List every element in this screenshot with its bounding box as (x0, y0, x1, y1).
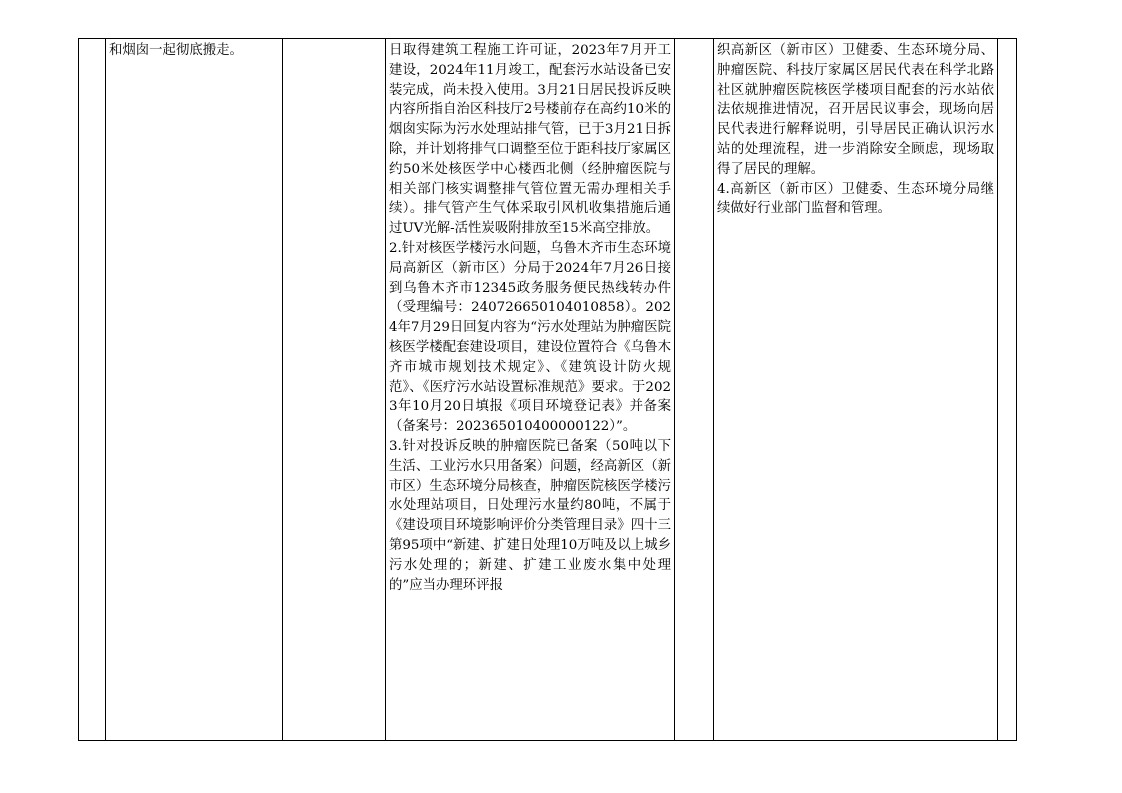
table-column-investigation (386, 39, 675, 740)
table-column-handling (714, 39, 998, 740)
investigation-paragraph-1: 日取得建筑工程施工许可证，2023年7月开工建设，2024年11月竣工，配套污水站设备已安装完成，尚未投入使用。3月21日居民投诉反映内容所指自治区科技厅2号楼前存在高约10米的烟囱实际为污水处理站排气管，已于3月21日拆除，并计划将排气口调整至位于距科技厅家属区约50米处核医学中心楼西北侧（经肿瘤医院与相关部门核实调整排气管位置无需办理相关手续）。排气管产生气体采取引风机收集措施后通过UV光解-活性炭吸附排放至15米高空排放。 (389, 43, 671, 237)
investigation-text (386, 39, 674, 595)
complaint-text: 和烟囱一起彻底搬走。 (109, 43, 243, 58)
investigation-paragraph-2: 2.针对核医学楼污水问题，乌鲁木齐市生态环境局高新区（新市区）分局于2024年7月26日接到乌鲁木齐市12345政务服务便民热线转办件（受理编号：240726650104010858）。2024年7月29日回复内容为“污水处理站为肿瘤医院核医学楼配套建设项目，建设位置符合《乌鲁木齐市城市规划技术规定》、《建筑设计防火规范》、《医疗污水站设置标准规范》要求。于2023年10月20日填报《项目环境登记表》并备案（备案号：202365010400000122）”。 (389, 240, 671, 435)
handling-text (714, 39, 997, 219)
table-column-empty-b (675, 39, 714, 740)
table-column-index (79, 39, 106, 740)
investigation-paragraph-3: 3.针对投诉反映的肿瘤医院已备案（50吨以下生活、工业污水只用备案）问题，经高新区（新市区）生态环境分局核查，肿瘤医院核医学楼污水处理站项目，日处理污水量约80吨，不属于《建设项目环境影响评价分类管理目录》四十三第95项中“新建、扩建日处理10万吨及以上城乡污水处理的；新建、扩建工业废水集中处理的”应当办理环评报 (389, 438, 671, 593)
document-table (78, 38, 1017, 741)
handling-paragraph-2: 4.高新区（新市区）卫健委、生态环境分局继续做好行业部门监督和管理。 (717, 181, 994, 217)
table-column-complaint (106, 39, 283, 740)
table-column-remarks (998, 39, 1016, 740)
table-column-empty-a (283, 39, 386, 740)
handling-paragraph-1: 织高新区（新市区）卫健委、生态环境分局、肿瘤医院、科技厅家属区居民代表在科学北路社区就肿瘤医院核医学楼项目配套的污水站依法依规推进情况，召开居民议事会，现场向居民代表进行解释说明，引导居民正确认识污水站的处理流程，进一步消除安全顾虑，现场取得了居民的理解。 (717, 43, 994, 177)
